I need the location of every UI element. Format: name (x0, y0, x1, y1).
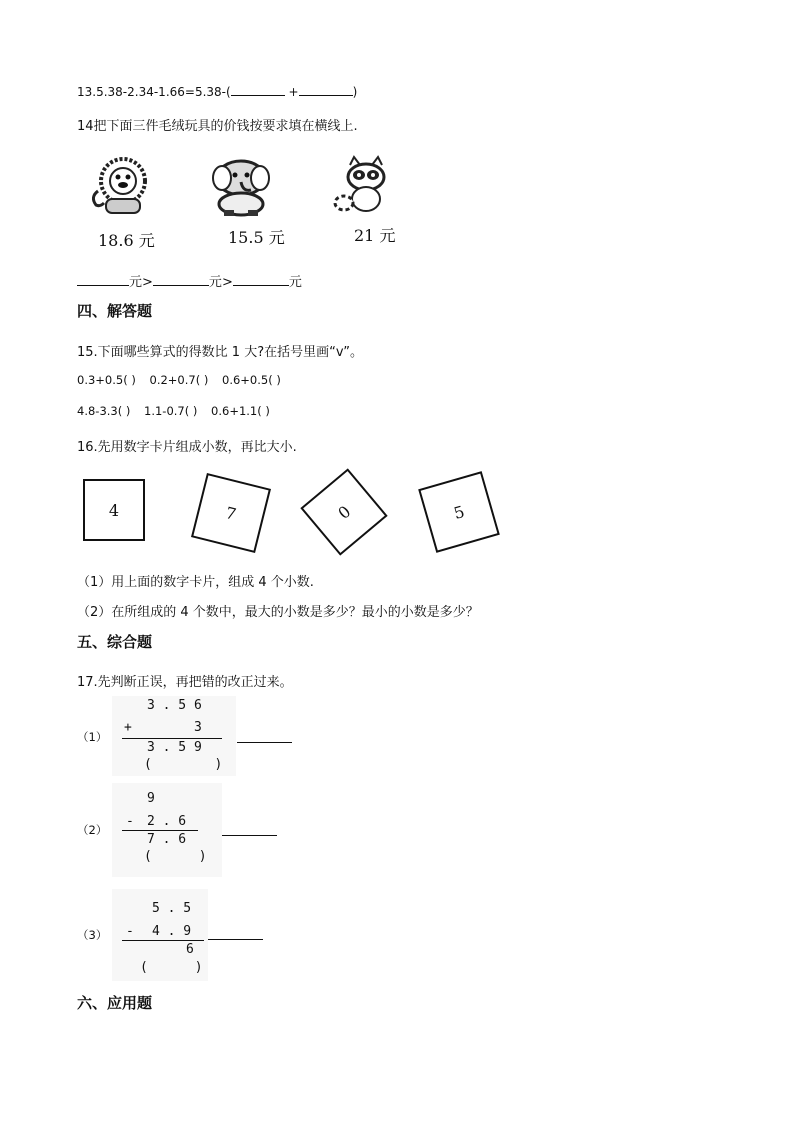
elephant-price: 15.5 元 (228, 228, 285, 247)
q16-sub-1: （1）用上面的数字卡片，组成 4 个小数. (77, 575, 314, 590)
q15-item-1[interactable]: 0.3+0.5( ) (77, 373, 136, 387)
raccoon-toy-icon (332, 155, 396, 215)
calc-1-rule (122, 738, 222, 739)
q15-item-5[interactable]: 1.1-0.7( ) (144, 404, 198, 418)
q14-blank-3[interactable] (233, 275, 289, 286)
calc-2-op: - (126, 814, 134, 829)
q15-item-2[interactable]: 0.2+0.7( ) (149, 373, 209, 387)
q15-item-6[interactable]: 0.6+1.1( ) (211, 404, 270, 418)
q15-row-2 (77, 404, 270, 418)
calc-1-paren[interactable]: ( ) (144, 757, 223, 772)
q17-question: 17.先判断正误，再把错的改正过来。 (77, 675, 293, 690)
lion-toy-icon (88, 155, 158, 217)
q16-sub-2: （2）在所组成的 4 个数中，最大的小数是多少？最小的小数是多少？ (77, 605, 479, 620)
q15-item-4[interactable]: 4.8-3.3( ) (77, 404, 131, 418)
calc-3-paren[interactable]: ( ) (140, 960, 203, 975)
calc-2-paren[interactable]: ( ) (144, 849, 207, 864)
q17-item-1-label: （1） (77, 730, 108, 744)
calc-2-operand: 2 . 6 (147, 814, 187, 829)
q15-row-1 (77, 373, 281, 387)
q13-blank-2[interactable] (299, 85, 353, 96)
q17-item-1-calc (112, 696, 236, 776)
q13-line (77, 85, 357, 99)
q13-text: 13.5.38-2.34-1.66=5.38-( (77, 85, 231, 99)
digit-card-4: 4 (83, 479, 145, 541)
q14-blank-1[interactable] (77, 275, 129, 286)
calc-3-rule (122, 940, 204, 941)
q16-question: 16.先用数字卡片组成小数，再比大小. (77, 440, 297, 455)
digit-card-5: 5 (418, 471, 500, 553)
q17-item-3-calc (112, 889, 208, 981)
q15-question: 15.下面哪些算式的得数比 1 大?在括号里画“v”。 (77, 345, 364, 360)
lion-price: 18.6 元 (98, 231, 155, 250)
calc-3-op: - (126, 924, 134, 939)
calc-1-operand: 3 (194, 720, 202, 735)
q17-item-3-label: （3） (77, 928, 108, 942)
section-5-heading: 五、综合题 (77, 633, 153, 651)
q17-item-2-calc (112, 783, 222, 877)
q15-item-3[interactable]: 0.6+0.5( ) (222, 373, 281, 387)
q17-item-3-answer[interactable] (208, 939, 263, 940)
q17-item-1-answer[interactable] (237, 742, 292, 743)
calc-3-top: 5 . 5 (152, 901, 192, 916)
calc-1-result: 3 . 5 9 (147, 740, 202, 755)
raccoon-price: 21 元 (354, 226, 396, 245)
section-6-heading: 六、应用题 (77, 994, 153, 1012)
section-4-heading: 四、解答题 (77, 302, 153, 320)
calc-3-operand: 4 . 9 (152, 924, 192, 939)
q17-item-2-label: （2） (77, 823, 108, 837)
q13-close: ) (352, 85, 358, 99)
q13-plus: + (288, 85, 299, 99)
q13-blank-1[interactable] (231, 85, 285, 96)
calc-1-op: + (124, 720, 132, 735)
q17-item-2-answer[interactable] (222, 835, 277, 836)
calc-2-top: 9 (147, 791, 155, 806)
calc-1-top: 3 . 5 6 (147, 698, 202, 713)
digit-card-7: 7 (191, 473, 271, 553)
calc-3-result: 6 (186, 942, 194, 957)
calc-2-result: 7 . 6 (147, 832, 187, 847)
q14-question: 14把下面三件毛绒玩具的价钱按要求填在横线上. (77, 119, 358, 134)
q14-blank-2[interactable] (153, 275, 209, 286)
calc-2-rule (122, 830, 198, 831)
digit-card-0: 0 (300, 468, 387, 555)
elephant-toy-icon (210, 156, 272, 218)
q14-answer-line: 元> 元> 元 (77, 271, 302, 290)
